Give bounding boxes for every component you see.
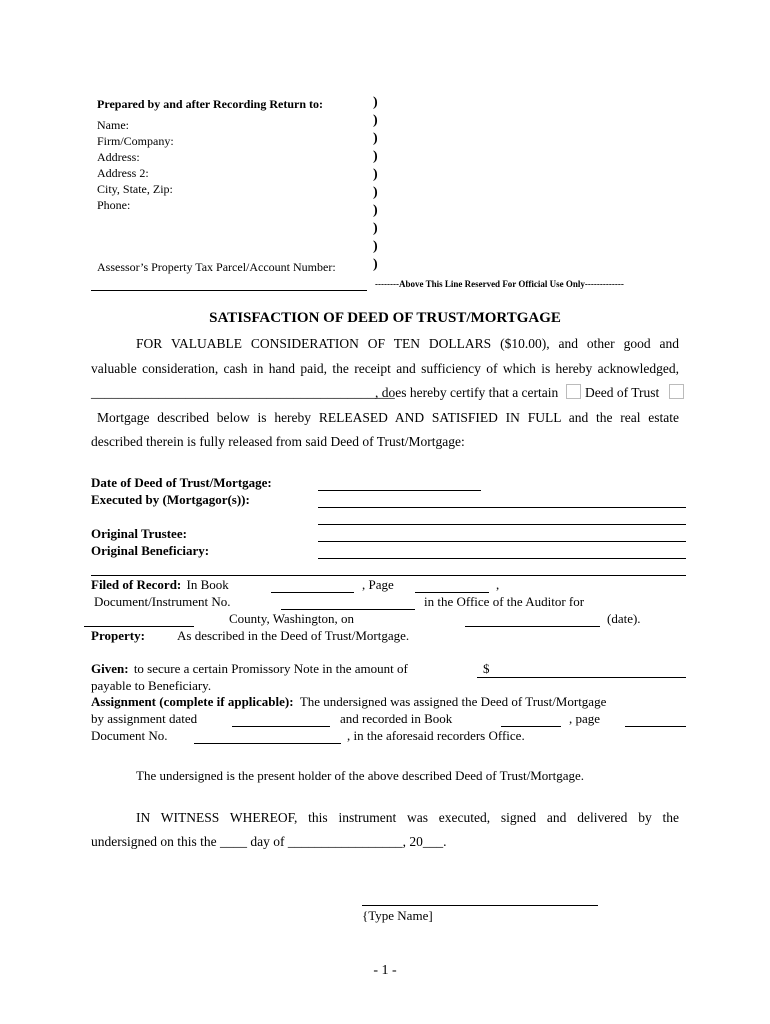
witness-line-1: IN WITNESS WHEREOF, this instrument was executed, signed and delivered by the: [136, 810, 679, 825]
assignment-page-label: , page: [569, 711, 601, 726]
intro-line-5: described therein is fully released from said Deed of Trust/Mortgage:: [91, 434, 465, 449]
assignment-date-field[interactable]: [232, 726, 330, 727]
assignment-label: Assignment (complete if applicable):: [91, 694, 294, 709]
dollar-sign: $: [483, 661, 490, 676]
paren: ): [373, 95, 378, 110]
prepared-by-heading: Prepared by and after Recording Return to:: [97, 97, 323, 111]
in-book-label: In Book: [186, 577, 229, 592]
page-label: , Page: [362, 577, 394, 592]
record-date-field[interactable]: [465, 626, 600, 627]
releasor-name-blank[interactable]: _____________________________________________: [91, 385, 395, 400]
address2-label: Address 2:: [97, 166, 149, 180]
executed-by-field-2[interactable]: [318, 524, 686, 525]
aforesaid-office-text: , in the aforesaid recorders Office.: [347, 728, 525, 743]
paren: ): [373, 257, 378, 272]
city-state-zip-label: City, State, Zip:: [97, 182, 173, 196]
intro-line-4: Mortgage described below is hereby RELEASED AND SATISFIED IN FULL and the real estate: [97, 410, 679, 425]
recorded-in-book-label: and recorded in Book: [340, 711, 453, 726]
type-name-label: {Type Name]: [362, 908, 433, 923]
document-no-field[interactable]: [194, 743, 341, 744]
original-beneficiary-label: Original Beneficiary:: [91, 543, 210, 558]
assignment-book-field[interactable]: [501, 726, 561, 727]
phone-label: Phone:: [97, 198, 131, 212]
auditor-office-text: in the Office of the Auditor for: [424, 594, 585, 609]
note-amount-field[interactable]: [477, 677, 686, 678]
assignment-page-field[interactable]: [625, 726, 686, 727]
paren: ): [373, 131, 378, 146]
paren: ): [373, 113, 378, 128]
county-field[interactable]: [84, 626, 194, 627]
filed-of-record-row: [91, 577, 229, 593]
paren: ): [373, 203, 378, 218]
paren: ): [373, 221, 378, 236]
name-label: Name:: [97, 118, 129, 132]
date-of-deed-label: Date of Deed of Trust/Mortgage:: [91, 475, 272, 490]
firm-label: Firm/Company:: [97, 134, 174, 148]
payable-text: payable to Beneficiary.: [91, 678, 212, 693]
address-label: Address:: [97, 150, 140, 164]
document-no-label: Document No.: [91, 728, 168, 743]
parcel-number-label: Assessor’s Property Tax Parcel/Account Number:: [97, 260, 336, 274]
county-washington-text: County, Washington, on: [229, 611, 354, 626]
date-suffix: (date).: [607, 611, 641, 626]
page-comma: ,: [496, 577, 500, 592]
intro-line-1: FOR VALUABLE CONSIDERATION OF TEN DOLLARS ($10.00), and other good and: [136, 336, 679, 351]
property-label: Property:: [91, 628, 145, 643]
deed-of-trust-option: Deed of Trust: [585, 385, 660, 400]
assignment-text: The undersigned was assigned the Deed of Trust/Mortgage: [299, 694, 607, 709]
given-row: [91, 661, 408, 677]
section-divider: [91, 575, 686, 576]
original-beneficiary-field[interactable]: [318, 558, 686, 559]
deed-of-trust-checkbox[interactable]: [566, 384, 581, 399]
reserved-line-text: --------Above This Line Reserved For Official Use Only-------------: [375, 279, 624, 289]
given-text: to secure a certain Promissory Note in the amount of: [133, 661, 408, 676]
original-trustee-label: Original Trustee:: [91, 526, 187, 541]
witness-line-2[interactable]: undersigned on this the ____ day of _________________, 20___.: [91, 834, 447, 849]
executed-by-field[interactable]: [318, 507, 686, 508]
executed-by-label: Executed by (Mortgagor(s)):: [91, 492, 250, 507]
paren: ): [373, 185, 378, 200]
original-trustee-field[interactable]: [318, 541, 686, 542]
document-instrument-field[interactable]: [281, 609, 415, 610]
paren: ): [373, 167, 378, 182]
given-label: Given:: [91, 661, 129, 676]
assignment-dated-label: by assignment dated: [91, 711, 198, 726]
intro-line-2: valuable consideration, cash in hand paid, the receipt and sufficiency of which is hereby acknowledged,: [91, 361, 679, 376]
book-field[interactable]: [271, 592, 354, 593]
page-field[interactable]: [415, 592, 489, 593]
parcel-number-line[interactable]: [91, 290, 367, 291]
page-number: - 1 -: [373, 963, 397, 978]
paren: ): [373, 239, 378, 254]
document-instrument-label: Document/Instrument No.: [94, 594, 231, 609]
date-of-deed-field[interactable]: [318, 490, 481, 491]
assignment-row: [91, 694, 606, 710]
document-title: SATISFACTION OF DEED OF TRUST/MORTGAGE: [209, 310, 561, 326]
mortgage-checkbox[interactable]: [669, 384, 684, 399]
signature-line[interactable]: [362, 905, 598, 906]
filed-of-record-label: Filed of Record:: [91, 577, 182, 592]
paren: ): [373, 149, 378, 164]
certify-text: , does hereby certify that a certain: [375, 385, 559, 400]
holder-statement: The undersigned is the present holder of the above described Deed of Trust/Mortgage.: [136, 768, 585, 783]
property-text: As described in the Deed of Trust/Mortgage.: [177, 628, 410, 643]
